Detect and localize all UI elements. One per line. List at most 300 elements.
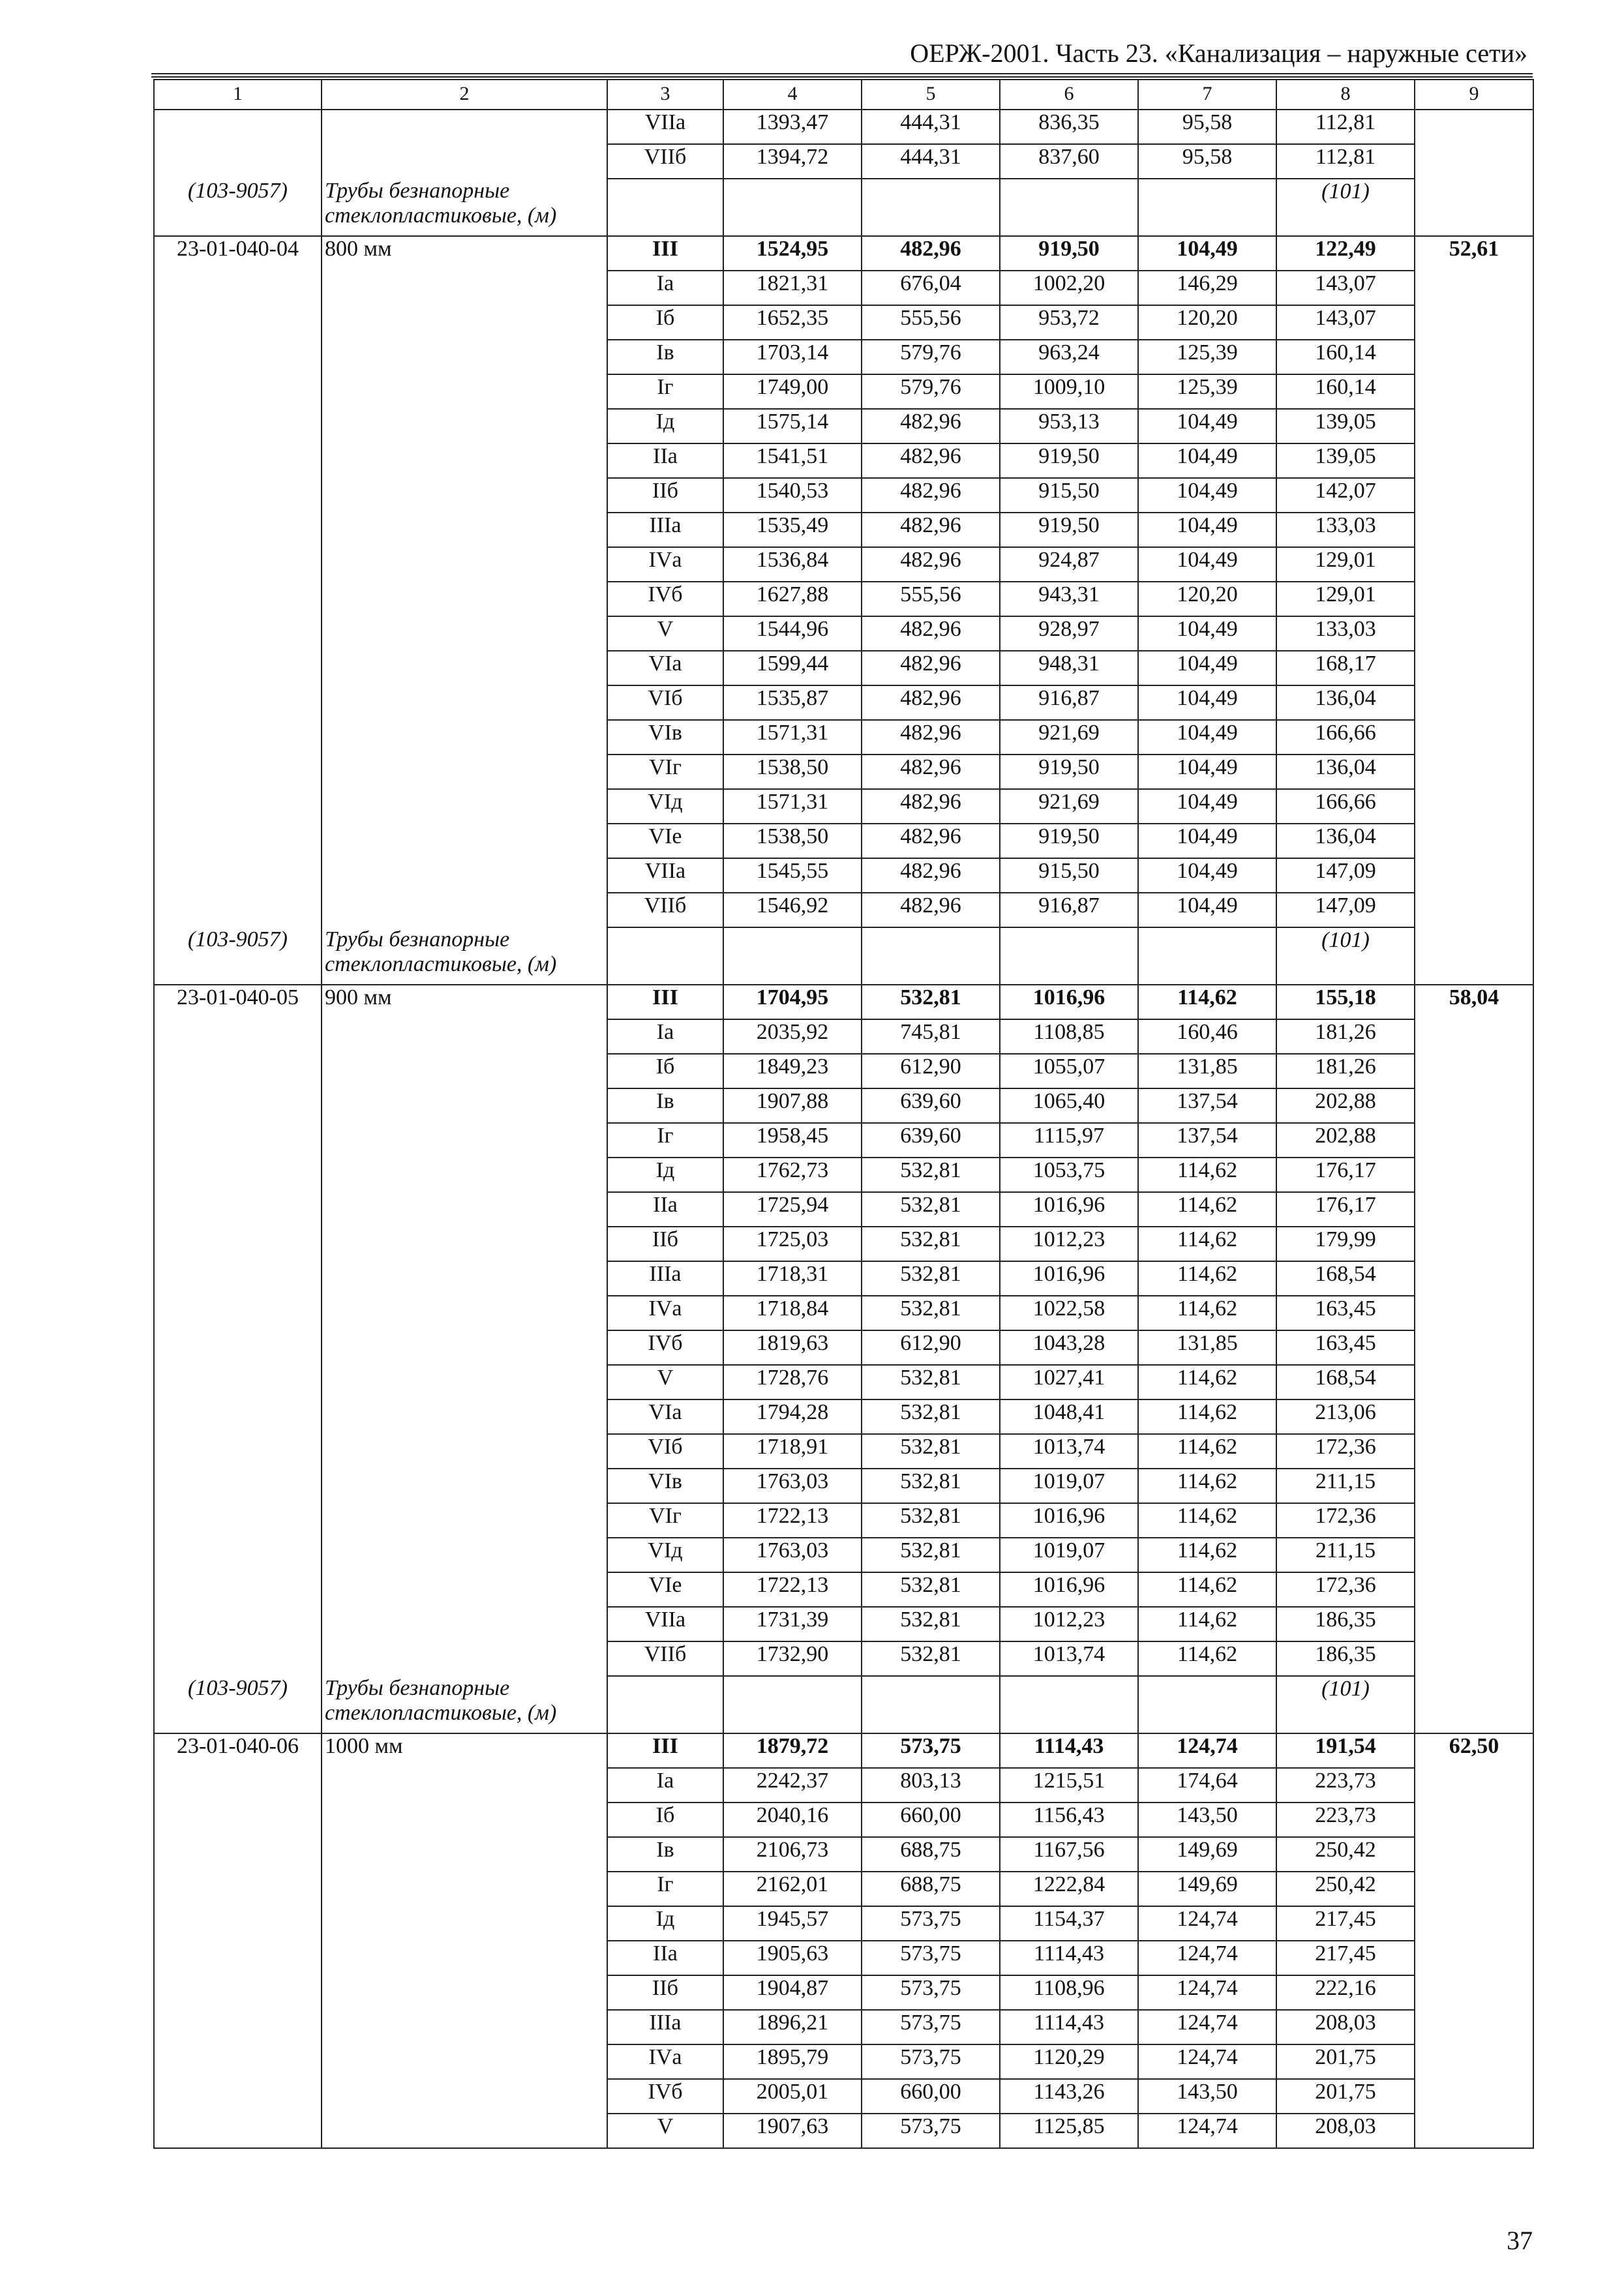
value-v4: 1536,84 [723,547,862,582]
value-v4: 1763,03 [723,1469,862,1503]
item-code-cell [154,2114,322,2148]
region-code: IVа [607,1296,723,1330]
value-v4: 1762,73 [723,1158,862,1192]
value-v5: 532,81 [862,1607,1000,1641]
region-code: Iг [607,1872,723,1906]
value-v7: 114,62 [1138,1469,1276,1503]
value-v5: 532,81 [862,1538,1000,1572]
column9-cell [1415,478,1533,513]
table-row [154,1019,1533,1054]
value-v5: 573,75 [862,1941,1000,1975]
value-v6: 836,35 [1000,110,1138,144]
item-code-cell [154,374,322,409]
column9-cell [1415,547,1533,582]
value-v4: 1722,13 [723,1572,862,1607]
value-v4: 1541,51 [723,443,862,478]
item-code-cell [154,2010,322,2044]
value-v5: 532,81 [862,1227,1000,1261]
item-code-cell [154,547,322,582]
value-v5: 482,96 [862,824,1000,858]
value-v7: 114,62 [1138,1261,1276,1296]
value-v5: 660,00 [862,2079,1000,2114]
value-v4: 1524,95 [723,236,862,271]
empty-cell [862,179,1000,236]
value-v4: 1627,88 [723,582,862,616]
region-code: Iа [607,1019,723,1054]
value-v4: 1704,95 [723,985,862,1019]
value-v6: 1143,26 [1000,2079,1138,2114]
value-v4: 1749,00 [723,374,862,409]
empty-cell [1138,179,1276,236]
value-v5: 482,96 [862,236,1000,271]
table-row [154,858,1533,893]
item-code-cell [154,1227,322,1261]
empty-cell [607,1676,723,1733]
value-v6: 1022,58 [1000,1296,1138,1330]
material-reference: (101) [1276,1676,1415,1733]
table-row [154,1503,1533,1538]
item-name-cell [322,720,607,755]
value-v5: 482,96 [862,513,1000,547]
value-v8: 129,01 [1276,547,1415,582]
value-v5: 532,81 [862,1399,1000,1434]
column9-value: 62,50 [1415,1733,1533,1768]
empty-cell [1415,179,1533,236]
value-v8: 208,03 [1276,2010,1415,2044]
item-code-cell [154,1158,322,1192]
region-code: Iв [607,340,723,374]
item-name-cell [322,582,607,616]
region-code: V [607,1365,723,1399]
item-code-cell [154,1469,322,1503]
value-v8: 208,03 [1276,2114,1415,2148]
item-code-cell [154,1768,322,1803]
value-v7: 104,49 [1138,755,1276,789]
value-v8: 133,03 [1276,616,1415,651]
value-v8: 179,99 [1276,1227,1415,1261]
value-v8: 147,09 [1276,893,1415,927]
table-row [154,340,1533,374]
value-v8: 163,45 [1276,1330,1415,1365]
table-row [154,1054,1533,1088]
item-code-cell [154,409,322,443]
value-v7: 124,74 [1138,1941,1276,1975]
item-name-cell [322,1803,607,1837]
value-v4: 1728,76 [723,1365,862,1399]
value-v7: 104,49 [1138,547,1276,582]
region-code: Iд [607,1158,723,1192]
empty-cell [862,1676,1000,1733]
column9-cell [1415,1088,1533,1123]
region-code: VIа [607,651,723,685]
region-code: III [607,236,723,271]
value-v7: 104,49 [1138,478,1276,513]
item-code-cell [154,144,322,179]
table-row [154,1837,1533,1872]
value-v8: 139,05 [1276,409,1415,443]
column-number-header [154,80,1533,110]
column9-cell [1415,755,1533,789]
item-code-cell [154,1123,322,1158]
value-v6: 1019,07 [1000,1469,1138,1503]
value-v5: 639,60 [862,1123,1000,1158]
value-v7: 124,74 [1138,2044,1276,2079]
value-v6: 921,69 [1000,720,1138,755]
table-row [154,2010,1533,2044]
value-v5: 688,75 [862,1837,1000,1872]
value-v8: 122,49 [1276,236,1415,271]
column-number: 4 [723,80,862,110]
value-v8: 112,81 [1276,144,1415,179]
column9-cell [1415,443,1533,478]
value-v6: 1125,85 [1000,2114,1138,2148]
value-v7: 124,74 [1138,1733,1276,1768]
column9-cell [1415,110,1533,144]
value-v7: 114,62 [1138,1192,1276,1227]
item-code: 23-01-040-06 [154,1733,322,1768]
value-v5: 482,96 [862,685,1000,720]
column9-cell [1415,1872,1533,1906]
value-v7: 104,49 [1138,651,1276,685]
value-v6: 1167,56 [1000,1837,1138,1872]
material-code: (103-9057) [154,1676,322,1733]
material-code: (103-9057) [154,927,322,985]
table-row [154,1941,1533,1975]
item-code-cell [154,1261,322,1296]
item-name-cell [322,1296,607,1330]
value-v5: 532,81 [862,1434,1000,1469]
value-v7: 160,46 [1138,1019,1276,1054]
item-name-cell [322,1158,607,1192]
value-v5: 482,96 [862,443,1000,478]
table-row [154,1227,1533,1261]
value-v5: 532,81 [862,1261,1000,1296]
item-name-cell [322,144,607,179]
value-v8: 217,45 [1276,1941,1415,1975]
table-row [154,789,1533,824]
value-v7: 114,62 [1138,1503,1276,1538]
table-row [154,651,1533,685]
value-v4: 1575,14 [723,409,862,443]
table-row [154,374,1533,409]
column9-cell [1415,685,1533,720]
value-v6: 963,24 [1000,340,1138,374]
item-name: 800 мм [322,236,607,271]
value-v5: 688,75 [862,1872,1000,1906]
value-v4: 1718,84 [723,1296,862,1330]
table-row [154,985,1533,1019]
region-code: Iб [607,1054,723,1088]
value-v6: 1108,85 [1000,1019,1138,1054]
column9-cell [1415,858,1533,893]
value-v5: 745,81 [862,1019,1000,1054]
value-v7: 114,62 [1138,1641,1276,1676]
column9-cell [1415,144,1533,179]
table-row [154,824,1533,858]
value-v4: 1544,96 [723,616,862,651]
value-v7: 114,62 [1138,1399,1276,1434]
column9-cell [1415,2079,1533,2114]
value-v7: 95,58 [1138,110,1276,144]
column9-cell [1415,271,1533,305]
item-code-cell [154,1399,322,1434]
item-code-cell [154,1088,322,1123]
item-name-cell [322,1088,607,1123]
table-row [154,1607,1533,1641]
item-code-cell [154,478,322,513]
value-v8: 186,35 [1276,1641,1415,1676]
region-code: VIIа [607,110,723,144]
region-code: V [607,2114,723,2148]
region-code: Iа [607,271,723,305]
empty-cell [607,927,723,985]
item-name-cell [322,1019,607,1054]
value-v6: 1048,41 [1000,1399,1138,1434]
value-v6: 953,13 [1000,409,1138,443]
value-v5: 532,81 [862,1365,1000,1399]
value-v5: 444,31 [862,110,1000,144]
item-name-cell [322,1399,607,1434]
value-v5: 532,81 [862,985,1000,1019]
empty-cell [1000,1676,1138,1733]
header-rule [151,73,1533,78]
column9-cell [1415,1607,1533,1641]
value-v8: 133,03 [1276,513,1415,547]
table-row [154,1365,1533,1399]
region-code: VIе [607,1572,723,1607]
value-v6: 915,50 [1000,858,1138,893]
region-code: Iб [607,1803,723,1837]
item-code-cell [154,1434,322,1469]
value-v6: 1053,75 [1000,1158,1138,1192]
region-code: Iд [607,409,723,443]
value-v7: 125,39 [1138,374,1276,409]
value-v5: 573,75 [862,2010,1000,2044]
value-v8: 160,14 [1276,374,1415,409]
item-code-cell [154,651,322,685]
empty-cell [1138,1676,1276,1733]
item-name-cell [322,2114,607,2148]
region-code: Iв [607,1837,723,1872]
value-v4: 1703,14 [723,340,862,374]
item-code-cell [154,1019,322,1054]
value-v5: 482,96 [862,789,1000,824]
region-code: VIг [607,1503,723,1538]
value-v7: 124,74 [1138,1975,1276,2010]
item-code-cell [154,1803,322,1837]
material-reference: (101) [1276,927,1415,985]
value-v5: 482,96 [862,651,1000,685]
value-v6: 837,60 [1000,144,1138,179]
value-v4: 2162,01 [723,1872,862,1906]
value-v7: 120,20 [1138,582,1276,616]
item-name-cell [322,2079,607,2114]
item-name-cell [322,1906,607,1941]
table-row [154,144,1533,179]
column9-cell [1415,1975,1533,2010]
column9-cell [1415,1330,1533,1365]
region-code: IIб [607,478,723,513]
value-v6: 1065,40 [1000,1088,1138,1123]
value-v6: 1115,97 [1000,1123,1138,1158]
item-name-cell [322,616,607,651]
value-v5: 639,60 [862,1088,1000,1123]
table-row [154,271,1533,305]
region-code: VIIа [607,858,723,893]
column9-cell [1415,1227,1533,1261]
column9-value: 52,61 [1415,236,1533,271]
value-v6: 1108,96 [1000,1975,1138,2010]
table-row [154,616,1533,651]
value-v6: 1002,20 [1000,271,1138,305]
material-footer-row [154,927,1533,985]
value-v7: 104,49 [1138,893,1276,927]
region-code: VIг [607,755,723,789]
item-code-cell [154,1607,322,1641]
item-code-cell [154,582,322,616]
column9-cell [1415,893,1533,927]
value-v7: 114,62 [1138,1572,1276,1607]
value-v4: 1718,91 [723,1434,862,1469]
region-code: VIб [607,1434,723,1469]
item-code-cell [154,1192,322,1227]
empty-cell [607,179,723,236]
item-code-cell [154,443,322,478]
value-v7: 114,62 [1138,1158,1276,1192]
item-code-cell [154,1837,322,1872]
value-v6: 1019,07 [1000,1538,1138,1572]
value-v5: 444,31 [862,144,1000,179]
region-code: VIд [607,1538,723,1572]
column9-cell [1415,1768,1533,1803]
column9-cell [1415,1192,1533,1227]
value-v4: 1896,21 [723,2010,862,2044]
column9-cell [1415,1019,1533,1054]
table-row [154,1296,1533,1330]
value-v8: 201,75 [1276,2044,1415,2079]
value-v4: 2040,16 [723,1803,862,1837]
value-v4: 2005,01 [723,2079,862,2114]
value-v5: 612,90 [862,1330,1000,1365]
column9-cell [1415,1641,1533,1676]
value-v7: 114,62 [1138,1538,1276,1572]
value-v7: 131,85 [1138,1054,1276,1088]
item-name-cell [322,478,607,513]
value-v5: 579,76 [862,340,1000,374]
table-row [154,305,1533,340]
column-number: 5 [862,80,1000,110]
item-name-cell [322,443,607,478]
material-name: Трубы безнапорные стеклопластиковые, (м) [322,179,607,236]
item-code-cell [154,685,322,720]
value-v4: 1393,47 [723,110,862,144]
value-v7: 104,49 [1138,409,1276,443]
value-v8: 129,01 [1276,582,1415,616]
value-v6: 916,87 [1000,685,1138,720]
value-v4: 1571,31 [723,720,862,755]
value-v8: 147,09 [1276,858,1415,893]
value-v7: 104,49 [1138,789,1276,824]
column9-cell [1415,1296,1533,1330]
material-footer-row [154,179,1533,236]
table-row [154,1975,1533,2010]
value-v5: 482,96 [862,616,1000,651]
region-code: IIIа [607,2010,723,2044]
column9-cell [1415,1399,1533,1434]
value-v8: 181,26 [1276,1019,1415,1054]
value-v8: 136,04 [1276,824,1415,858]
column9-cell [1415,1261,1533,1296]
material-name: Трубы безнапорные стеклопластиковые, (м) [322,1676,607,1733]
region-code: VIв [607,1469,723,1503]
item-name-cell [322,1538,607,1572]
item-name-cell [322,340,607,374]
value-v7: 137,54 [1138,1088,1276,1123]
value-v5: 573,75 [862,1906,1000,1941]
value-v6: 1016,96 [1000,1192,1138,1227]
value-v6: 1120,29 [1000,2044,1138,2079]
value-v8: 176,17 [1276,1158,1415,1192]
item-code-cell [154,2079,322,2114]
item-name-cell [322,1330,607,1365]
item-code-cell [154,1941,322,1975]
value-v6: 915,50 [1000,478,1138,513]
value-v4: 2106,73 [723,1837,862,1872]
value-v5: 612,90 [862,1054,1000,1088]
item-name-cell [322,1572,607,1607]
value-v6: 1012,23 [1000,1607,1138,1641]
value-v4: 1546,92 [723,893,862,927]
column9-cell [1415,1941,1533,1975]
value-v5: 555,56 [862,582,1000,616]
value-v8: 250,42 [1276,1872,1415,1906]
item-code-cell [154,720,322,755]
value-v5: 532,81 [862,1503,1000,1538]
value-v6: 1215,51 [1000,1768,1138,1803]
column-number: 6 [1000,80,1138,110]
table-row [154,720,1533,755]
value-v5: 532,81 [862,1192,1000,1227]
item-code-cell [154,1365,322,1399]
value-v7: 125,39 [1138,340,1276,374]
column9-cell [1415,2114,1533,2148]
item-name-cell [322,685,607,720]
value-v8: 143,07 [1276,305,1415,340]
item-code-cell [154,513,322,547]
column9-cell [1415,1906,1533,1941]
value-v8: 168,17 [1276,651,1415,685]
value-v5: 532,81 [862,1641,1000,1676]
value-v5: 482,96 [862,755,1000,789]
table-row [154,893,1533,927]
item-code-cell [154,1906,322,1941]
value-v4: 1535,49 [723,513,862,547]
item-code-cell [154,1296,322,1330]
value-v5: 482,96 [862,478,1000,513]
value-v6: 1043,28 [1000,1330,1138,1365]
item-name-cell [322,1941,607,1975]
region-code: IIа [607,1941,723,1975]
column-number: 7 [1138,80,1276,110]
empty-cell [1000,179,1138,236]
item-name-cell [322,409,607,443]
value-v8: 136,04 [1276,685,1415,720]
value-v5: 676,04 [862,271,1000,305]
value-v4: 1545,55 [723,858,862,893]
region-code: Iг [607,1123,723,1158]
value-v6: 1009,10 [1000,374,1138,409]
value-v8: 142,07 [1276,478,1415,513]
